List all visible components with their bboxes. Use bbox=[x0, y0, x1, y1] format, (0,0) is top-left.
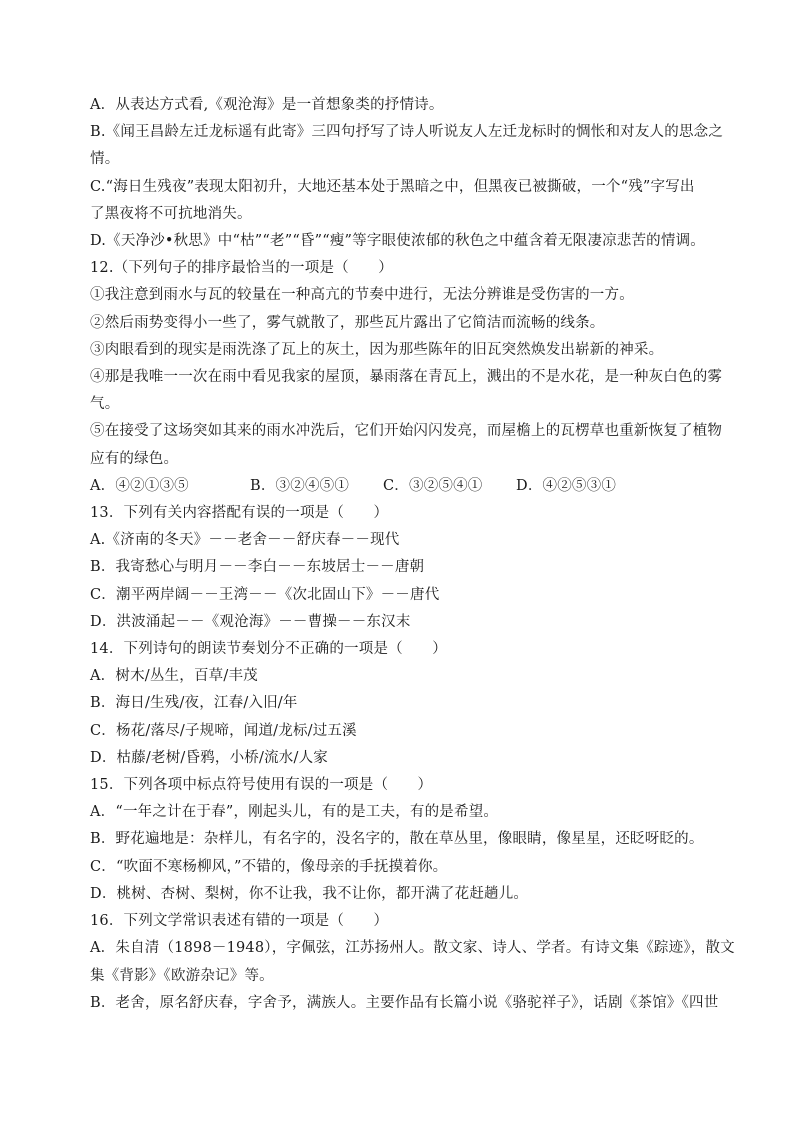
q16-question: 16．下列文学常识表述有错的一项是（ ） bbox=[90, 913, 389, 930]
q15-option-c: C．“吹面不寒杨柳风，”不错的，像母亲的手抚摸着你。 bbox=[90, 858, 448, 875]
q13-question: 13．下列有关内容搭配有误的一项是（ ） bbox=[90, 505, 389, 522]
q15-option-b: B．野花遍地是：杂样儿，有名字的，没名字的，散在草丛里，像眼睛，像星星，还眨呀眨的。 bbox=[90, 831, 704, 848]
q14-option-b: B．海日/生残/夜，江春/入旧/年 bbox=[90, 695, 298, 712]
q12-question: 12.（下列句子的排序最恰当的一项是（ ） bbox=[90, 260, 393, 277]
q16-option-a-line1: A．朱自清（1898－1948），字佩弦，江苏扬州人。散文家、诗人、学者。有诗文集《踪迹》，散文 bbox=[90, 940, 735, 957]
q12-option-c: C．③②⑤④① bbox=[383, 477, 483, 494]
q11-option-a: A．从表达方式看,《观沧海》是一首想象类的抒情诗。 bbox=[90, 97, 444, 113]
q13-option-a: A.《济南的冬天》－－老舍－－舒庆春－－现代 bbox=[90, 532, 400, 549]
q14-question: 14．下列诗句的朗读节奏划分不正确的一项是（ ） bbox=[90, 641, 447, 658]
q16-option-a-line2: 集《背影》《欧游杂记》等。 bbox=[90, 967, 274, 984]
q11-option-c-line2: 了黑夜将不可抗地消失。 bbox=[90, 205, 252, 222]
q15-option-d: D．桃树、杏树、梨树，你不让我，我不让你，都开满了花赶趟儿。 bbox=[90, 885, 529, 902]
q14-option-a: A．树木/丛生，百草/丰茂 bbox=[90, 668, 258, 685]
q13-option-b: B．我寄愁心与明月－－李白－－东坡居士－－唐朝 bbox=[90, 559, 425, 576]
q14-option-d: D．枯藤/老树/昏鸦，小桥/流水/人家 bbox=[90, 749, 328, 766]
q11-option-c-line1: C.“海日生残夜”表现太阳初升，大地还基本处于黑暗之中，但黑夜已被撕破，一个“残”字写出 bbox=[90, 178, 695, 195]
q15-question: 15．下列各项中标点符号使用有误的一项是（ ） bbox=[90, 777, 433, 794]
q12-sentence-5-line2: 应有的绿色。 bbox=[90, 450, 179, 467]
q13-option-d: D．洪波涌起－－《观沧海》－－曹操－－东汉末 bbox=[90, 613, 411, 630]
document-page bbox=[90, 92, 735, 1017]
q12-option-b: B．③②④⑤① bbox=[250, 477, 350, 494]
q12-sentence-3: ③肉眼看到的现实是雨洗涤了瓦上的灰土，因为那些陈年的旧瓦突然焕发出崭新的神采。 bbox=[90, 341, 664, 358]
q16-option-b-line1: B．老舍，原名舒庆春，字舍予，满族人。主要作品有长篇小说《骆驼祥子》，话剧《茶馆》《四世 bbox=[90, 994, 719, 1011]
q14-option-c: C．杨花/落尽/子规啼，闻道/龙标/过五溪 bbox=[90, 722, 357, 739]
q12-sentence-1: ①我注意到雨水与瓦的较量在一种高亢的节奏中进行，无法分辨谁是受伤害的一方。 bbox=[90, 287, 634, 304]
q12-sentence-2: ②然后雨势变得小一些了，雾气就散了，那些瓦片露出了它简洁而流畅的线条。 bbox=[90, 314, 605, 331]
q11-option-b-line1: B.《闻王昌龄左迁龙标遥有此寄》三四句抒写了诗人听说友人左迁龙标时的惆怅和对友人的思念之 bbox=[90, 124, 724, 141]
q15-option-a: A．“一年之计在于春”，刚起头儿，有的是工夫，有的是希望。 bbox=[90, 804, 499, 821]
q11-option-b-line2: 情。 bbox=[90, 151, 120, 168]
q12-sentence-5-line1: ⑤在接受了这场突如其来的雨水冲洗后，它们开始闪闪发亮，而屋檐上的瓦楞草也重新恢复了植物 bbox=[90, 423, 723, 440]
q12-option-a: A．④②①③⑤ bbox=[90, 477, 189, 494]
q11-option-d: D.《天净沙•秋思》中“枯”“老”“昏”“瘦”等字眼使浓郁的秋色之中蕴含着无限凄凉悲苦的情调。 bbox=[90, 233, 705, 250]
q12-sentence-4-line1: ④那是我唯一一次在雨中看见我家的屋顶，暴雨落在青瓦上，溅出的不是水花，是一种灰白色的雾 bbox=[90, 369, 723, 386]
q12-options bbox=[90, 473, 710, 500]
q12-option-d: D．④②⑤③① bbox=[516, 477, 617, 494]
q12-sentence-4-line2: 气。 bbox=[90, 396, 120, 413]
q13-option-c: C．潮平两岸阔－－王湾－－《次北固山下》－－唐代 bbox=[90, 586, 440, 603]
